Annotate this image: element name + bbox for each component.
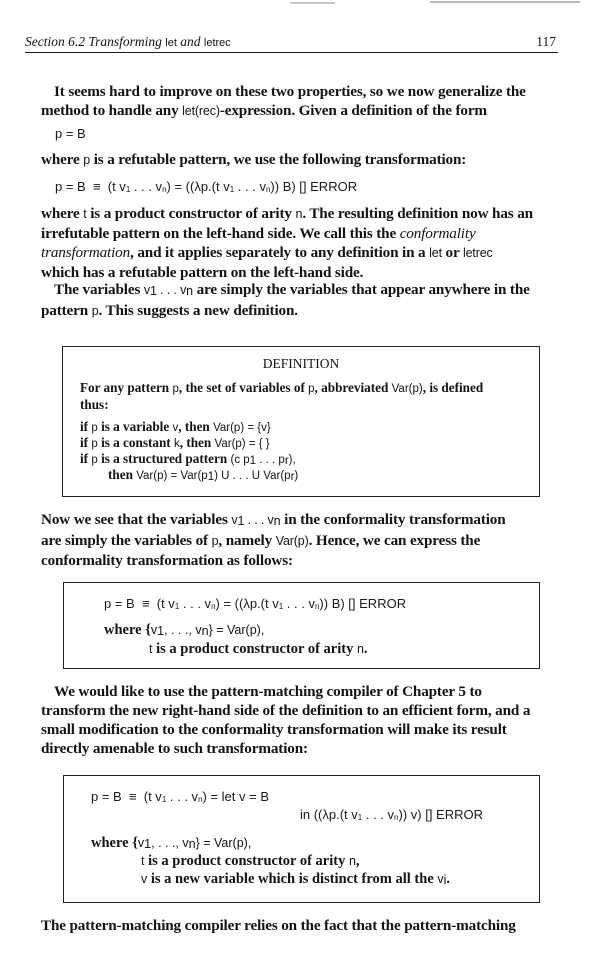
definition-rule-structured: if p is a structured pattern (c $p_1$ . . . $p_r$),	[80, 451, 296, 467]
equation-transformation: p = B ≡ (t $v_1$ . . . $v_n) = ((\lambda p.(t$ $v_1$ . . . $v_n$)) B) [] ERROR	[55, 179, 358, 194]
conformality-where: where {$v_1$, . . ., $v_n\} = Var(p)$,	[104, 622, 265, 638]
modified-equation-line1: p = B ≡ (t $v_1$ . . . $v_n$) = let v = B	[91, 789, 269, 804]
modified-equation-line2: in ((λp.(t $v_1$ . . . $v_n$)) v) [] ERROR	[300, 807, 483, 822]
equation-p-equals-b: p = B	[55, 126, 86, 141]
section-title: Section 6.2 Transforming let and letrec	[25, 34, 231, 49]
conformality-box	[63, 582, 540, 669]
modified-new-variable-note: v is a new variable which is distinct from all the $v_i$.	[141, 871, 451, 887]
definition-title: DEFINITION	[262, 356, 340, 371]
modified-conformality-box	[63, 775, 540, 903]
page-number: 117	[536, 34, 556, 49]
modified-where: where {$v_1$, . . ., $v_n\} = Var(p)$,	[91, 835, 252, 851]
scan-artifact	[430, 1, 580, 3]
paragraph-2: where p is a refutable pattern, we use the following transformation:	[41, 151, 467, 168]
definition-box	[62, 346, 540, 497]
paragraph-5: Now we see that the variables $v_1$ . . . $v_n$ in the conformality transformation are simply the variables of p, namely Var(p). Hence, we can express the conformality transformation as follows:	[41, 511, 506, 569]
definition-rule-variable: if p is a variable v, then Var(p) = {v}	[80, 419, 271, 434]
modified-constructor-note: t is a product constructor of arity n,	[141, 853, 360, 869]
scan-artifact	[290, 2, 335, 4]
definition-rule-union: then $Var(p) = Var(p_1)$ U . . . U $Var(p_r)$	[108, 467, 299, 483]
conformality-constructor-note: t is a product constructor of arity n.	[149, 641, 368, 657]
running-header	[25, 32, 558, 53]
paragraph-3: where t is a product constructor of arity n. The resulting definition now has an irrefutable pattern on the left-hand side. We call this the conformality transformation, and it applies separately to any definition in a let or letrec which has a refutable pattern on the left-hand side.	[41, 205, 533, 281]
paragraph-6: We would like to use the pattern-matching compiler of Chapter 5 to transform the new right-hand side of the definition to an efficient form, and a small modification to the conformality transformation will make its result directly amenable to such transformation:	[41, 683, 531, 757]
paragraph-7: The pattern-matching compiler relies on the fact that the pattern-matching	[41, 917, 516, 934]
paragraph-4: The variables $v_1$ . . . $v_n$ are simply the variables that appear anywhere in the pattern p. This suggests a new definition.	[41, 281, 530, 319]
conformality-equation: p = B ≡ (t $v_1$ . . . $v_n) = ((\lambda p.(t$ $v_1$ . . . $v_n$)) B) [] ERROR	[104, 596, 407, 611]
definition-rule-constant: if p is a constant k, then Var(p) = { }	[80, 435, 270, 450]
definition-intro: For any pattern p, the set of variables of p, abbreviated Var(p), is defined thus:	[80, 380, 484, 412]
paragraph-1: It seems hard to improve on these two properties, so we now generalize the method to handle any let(rec)-expression. Given a definition of the form	[41, 83, 526, 119]
